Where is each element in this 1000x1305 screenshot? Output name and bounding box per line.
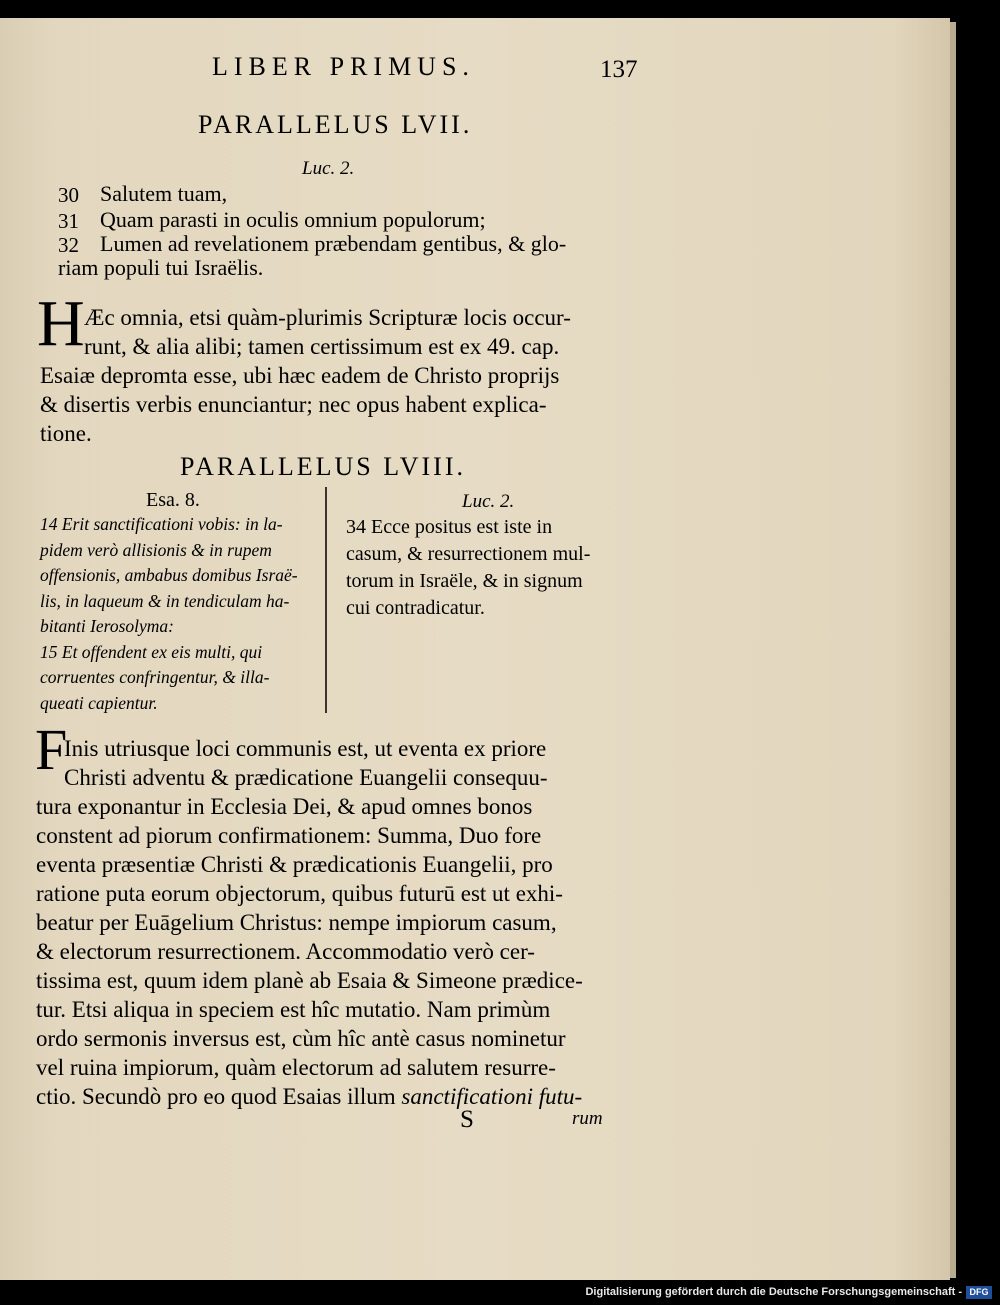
column-line: torum in Israële, & in signum: [346, 570, 583, 592]
commentary-line: beatur per Euāgelium Christus: nempe impiorum casum,: [36, 910, 557, 935]
verse-number: 32: [58, 233, 79, 257]
column-line: casum, & resurrectionem mul-: [346, 543, 591, 565]
commentary-last-italic: sanctificationi futu-: [401, 1084, 583, 1109]
commentary-line: vel ruina impiorum, quàm electorum ad salutem resurre-: [36, 1055, 556, 1080]
drop-cap: H: [37, 287, 85, 360]
signature-mark: S: [460, 1106, 474, 1133]
commentary-line: Inis utriusque loci communis est, ut eventa ex priore: [64, 736, 547, 761]
commentary-line: & electorum resurrectionem. Accommodatio verò cer-: [36, 939, 535, 964]
verse-text: Quam parasti in oculis omnium populorum;: [100, 207, 486, 232]
drop-cap: F: [35, 717, 68, 782]
commentary-line: ratione puta eorum objectorum, quibus futurū est ut exhi-: [36, 881, 563, 906]
column-line: 34 Ecce positus est iste in: [346, 516, 553, 538]
commentary-line: tur. Etsi aliqua in speciem est hîc mutatio. Nam primùm: [36, 997, 551, 1022]
commentary-paragraph-1: [84, 303, 571, 361]
verse-number: 31: [58, 209, 79, 233]
column-line: queati capientur.: [40, 692, 158, 713]
commentary-line: Christi adventu & prædicatione Euangelii consequu-: [64, 765, 548, 790]
reference-luke-2: Luc. 2.: [462, 491, 515, 512]
commentary-paragraph-2: [64, 734, 548, 792]
reference-esaiah: Esa. 8.: [146, 489, 200, 511]
esaiah-column: [40, 512, 298, 716]
commentary-line: Esaiæ depromta esse, ubi hæc eadem de Christo proprijs: [40, 363, 560, 388]
commentary-line: tissima est, quum idem planè ab Esaia & Simeone prædice-: [36, 968, 583, 993]
commentary-line: ordo sermonis inversus est, cùm hîc antè casus nominetur: [36, 1026, 566, 1051]
column-line: 14 Erit sanctificationi vobis: in la-: [40, 514, 283, 534]
parallel-heading-2: PARALLELUS LVIII.: [180, 452, 466, 481]
catchword: rum: [572, 1108, 603, 1129]
column-line: pidem verò allisionis & in rupem: [40, 539, 272, 560]
commentary-line: constent ad piorum confirmationem: Summa, Duo fore: [36, 823, 542, 848]
dfg-logo: DFG: [966, 1286, 992, 1299]
page-number: 137: [600, 56, 638, 83]
reference-luke: Luc. 2.: [302, 158, 355, 179]
column-line: bitanti Ierosolyma:: [40, 616, 174, 636]
column-divider: [325, 487, 327, 713]
commentary-paragraph-1-cont: [40, 361, 559, 448]
luke-column: [346, 514, 590, 622]
column-line: 15 Et offendent ex eis multi, qui: [40, 641, 263, 662]
commentary-paragraph-2-cont: [36, 792, 583, 1111]
column-line: corruentes confringentur, & illa-: [40, 667, 270, 687]
commentary-line: tione.: [40, 421, 92, 446]
verse-number: 30: [58, 183, 79, 207]
column-line: lis, in laqueum & in tendiculam ha-: [40, 590, 290, 611]
column-line: cui contradicatur.: [346, 597, 485, 619]
verse-continuation: riam populi tui Israëlis.: [58, 255, 264, 280]
verse-text: Lumen ad revelationem præbendam gentibus, & glo-: [100, 231, 567, 256]
parallel-heading-1: PARALLELUS LVII.: [198, 110, 473, 139]
commentary-line: [36, 1082, 583, 1111]
column-line: offensionis, ambabus domibus Israë-: [40, 565, 298, 585]
page-edge: [950, 22, 956, 1278]
digitization-credit: Digitalisierung gefördert durch die Deutsche Forschungsgemeinschaft -: [585, 1286, 962, 1298]
commentary-line: tura exponantur in Ecclesia Dei, & apud omnes bonos: [36, 794, 533, 819]
commentary-line: eventa præsentiæ Christi & prædicationis Euangelii, pro: [36, 852, 553, 877]
commentary-line: Æc omnia, etsi quàm-plurimis Scripturæ locis occur-: [84, 305, 571, 330]
commentary-last-roman: ctio. Secundò pro eo quod Esaias illum: [36, 1084, 396, 1109]
verse-text: Salutem tuam,: [100, 181, 228, 206]
commentary-line: runt, & alia alibi; tamen certissimum est ex 49. cap.: [84, 334, 560, 359]
running-head: LIBER PRIMUS.: [212, 52, 475, 81]
commentary-line: & disertis verbis enunciantur; nec opus habent explica-: [40, 392, 547, 417]
